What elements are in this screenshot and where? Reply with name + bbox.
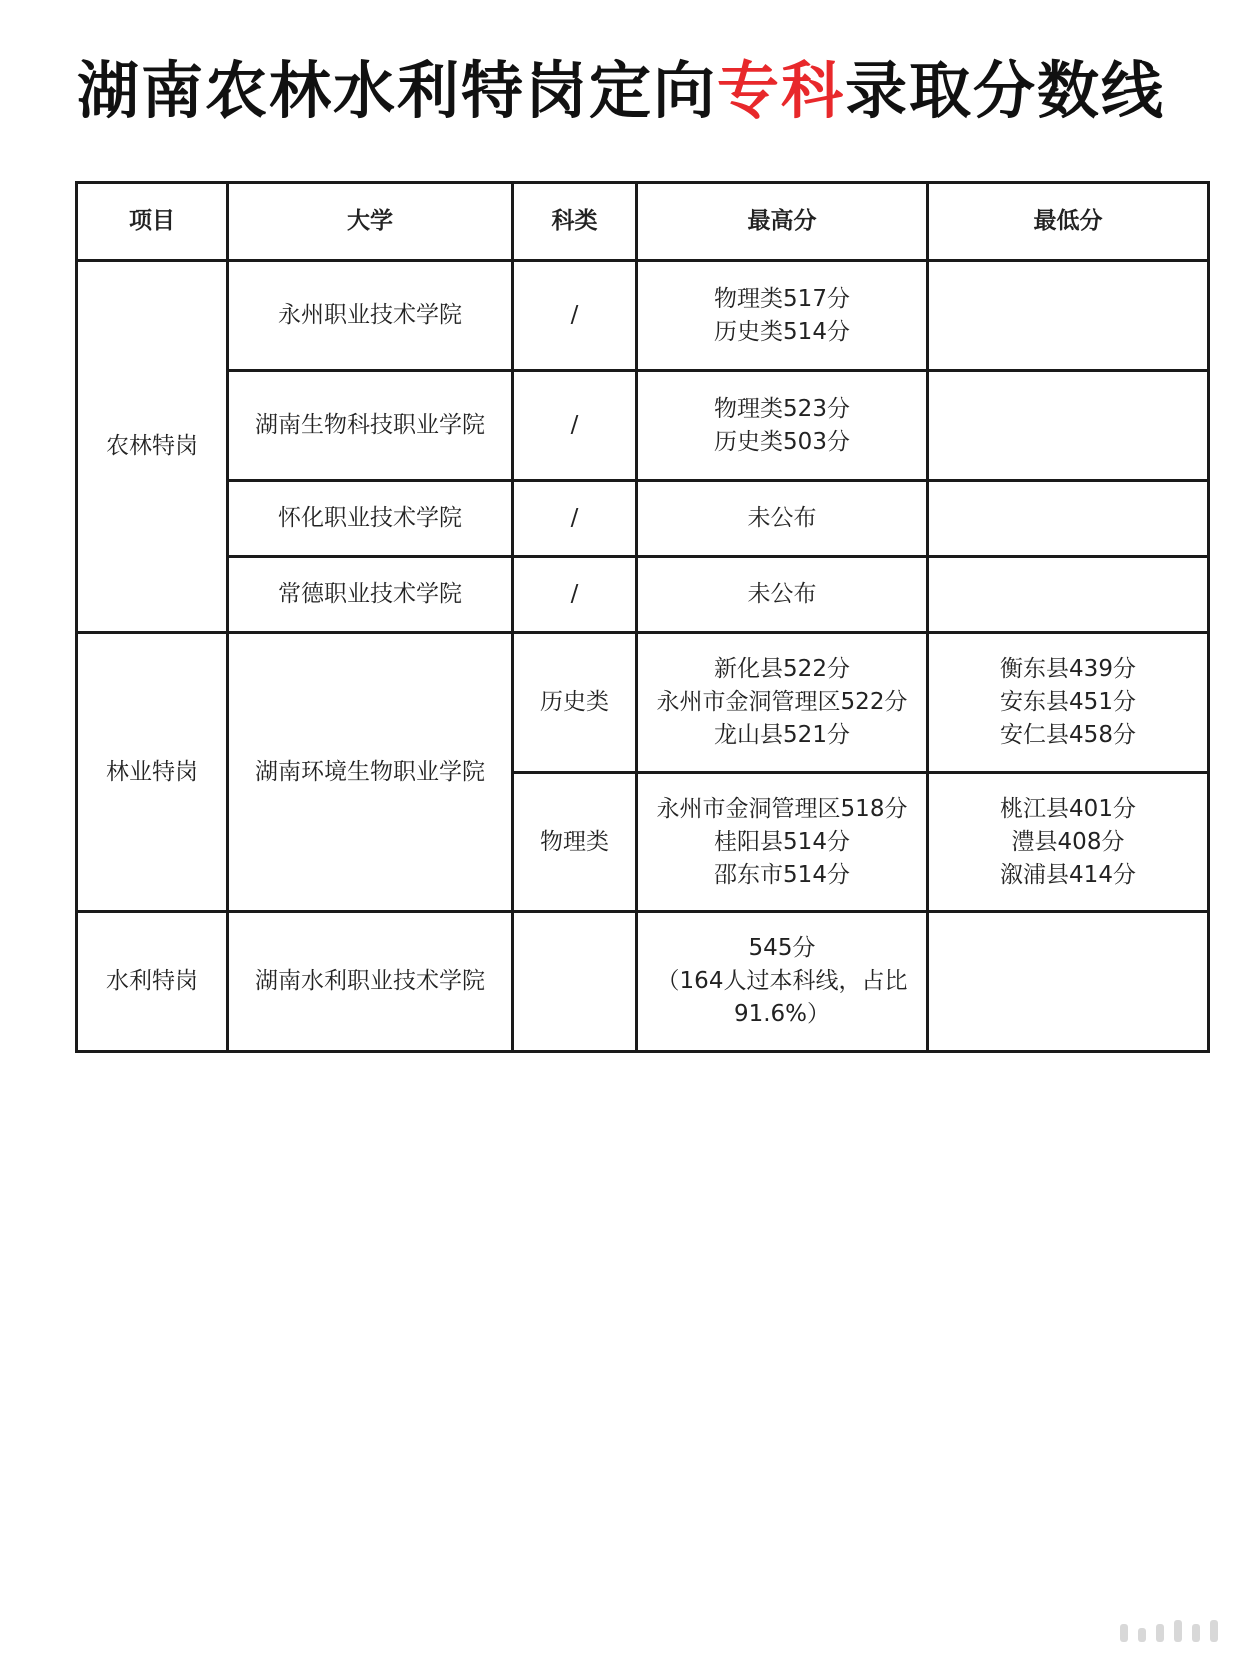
max-score-line: 桂阳县514分 (714, 828, 850, 855)
table-row (77, 557, 1209, 633)
max-score-cell (637, 557, 928, 633)
min-score-line: 澧县408分 (1011, 828, 1125, 855)
university-cell: 湖南环境生物职业学院 (228, 633, 513, 912)
max-score-line: 龙山县521分 (714, 722, 850, 748)
min-score-cell (928, 633, 1209, 773)
table-row (77, 371, 1209, 481)
header-university: 大学 (228, 183, 513, 261)
min-score-line: 安东县451分 (1000, 689, 1136, 715)
min-score-line: 安仁县458分 (1000, 722, 1136, 748)
min-score-cell (928, 912, 1209, 1052)
max-score-line: 历史类514分 (714, 318, 850, 345)
watermark-logo (1120, 1620, 1218, 1642)
header-project: 项目 (77, 183, 228, 261)
max-score-line: 物理类523分 (714, 395, 850, 422)
university-cell: 湖南水利职业技术学院 (228, 912, 513, 1052)
page-title (0, 48, 1242, 134)
min-score-cell (928, 773, 1209, 912)
table-header-row (77, 183, 1209, 261)
min-score-cell (928, 371, 1209, 481)
min-score-cell (928, 261, 1209, 371)
max-score-cell (637, 633, 928, 773)
table-row (77, 912, 1209, 1052)
group-cell-nonglin: 农林特岗 (77, 261, 228, 633)
max-score-cell (637, 773, 928, 912)
category-cell (513, 912, 637, 1052)
max-score-cell (637, 261, 928, 371)
group-cell-shuili: 水利特岗 (77, 912, 228, 1052)
category-cell: 历史类 (513, 633, 637, 773)
table-row (77, 261, 1209, 371)
max-score-line: 历史类503分 (714, 428, 850, 455)
university-cell: 永州职业技术学院 (228, 261, 513, 371)
min-score-cell (928, 481, 1209, 557)
header-category: 科类 (513, 183, 637, 261)
min-score-line: 桃江县401分 (1000, 795, 1136, 822)
table-row (77, 633, 1209, 773)
university-cell: 怀化职业技术学院 (228, 481, 513, 557)
max-score-line: 永州市金洞管理区518分 (656, 795, 908, 822)
header-max-score: 最高分 (637, 183, 928, 261)
max-score-line: 邵东市514分 (714, 861, 850, 888)
max-score-line: 永州市金洞管理区522分 (656, 689, 908, 715)
category-cell: / (513, 481, 637, 557)
category-cell: / (513, 371, 637, 481)
category-cell: / (513, 261, 637, 371)
university-cell: 湖南生物科技职业学院 (228, 371, 513, 481)
max-score-line: 新化县522分 (714, 656, 850, 682)
table-row (77, 481, 1209, 557)
title-highlight: 专科 (716, 54, 845, 127)
min-score-line: 衡东县439分 (1000, 656, 1136, 682)
score-table (75, 181, 1210, 1053)
category-cell: / (513, 557, 637, 633)
max-score-cell (637, 371, 928, 481)
max-score-line: （164人过本科线，占比 (656, 968, 908, 994)
max-score-cell (637, 481, 928, 557)
max-score-line: 545分 (748, 935, 816, 961)
min-score-line: 溆浦县414分 (1000, 861, 1136, 888)
header-min-score: 最低分 (928, 183, 1209, 261)
title-part2: 录取分数线 (845, 54, 1166, 127)
group-cell-linye: 林业特岗 (77, 633, 228, 912)
category-cell: 物理类 (513, 773, 637, 912)
max-score-line: 未公布 (747, 581, 817, 607)
min-score-cell (928, 557, 1209, 633)
max-score-line: 91.6%） (733, 1001, 831, 1027)
max-score-cell (637, 912, 928, 1052)
university-cell: 常德职业技术学院 (228, 557, 513, 633)
max-score-line: 物理类517分 (714, 285, 850, 312)
max-score-line: 未公布 (747, 505, 817, 531)
title-part1: 湖南农林水利特岗定向 (76, 54, 717, 127)
